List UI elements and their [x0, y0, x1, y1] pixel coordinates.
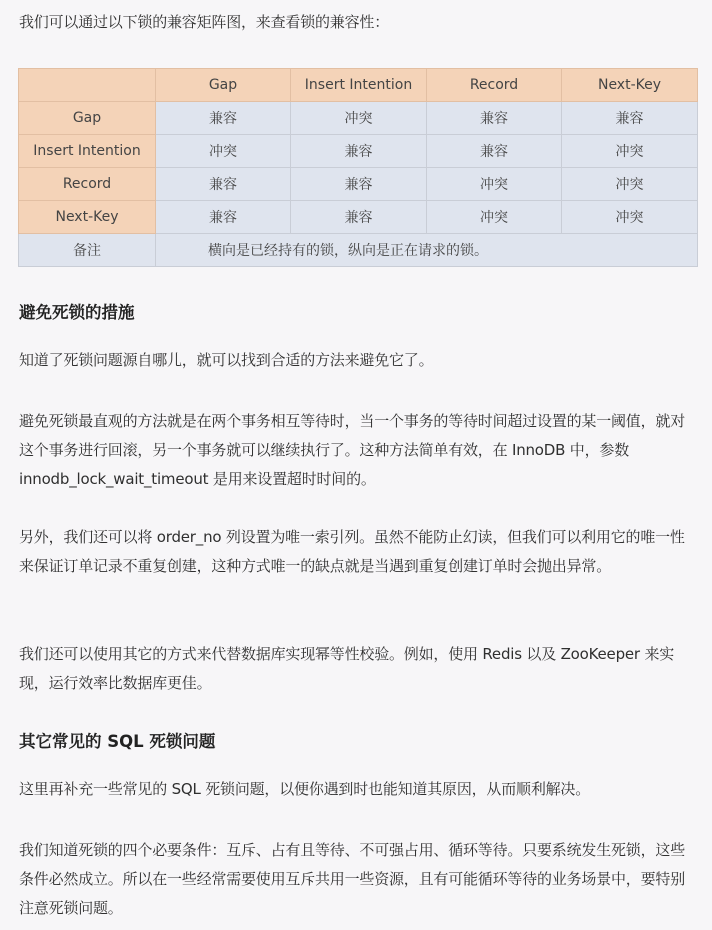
matrix-cell: 冲突 [291, 102, 427, 135]
column-header: Insert Intention [291, 69, 427, 102]
paragraph: 另外，我们还可以将 order_no 列设置为唯一索引列。虽然不能防止幻读，但我们可以利用它的唯一性来保证订单记录不重复创建，这种方式唯一的缺点就是当遇到重复创建订单时会抛出异常。 [19, 528, 685, 575]
matrix-cell: 兼容 [291, 168, 427, 201]
intro-paragraph: 我们可以通过以下锁的兼容矩阵图，来查看锁的兼容性： [19, 13, 390, 31]
note-label: 备注 [19, 234, 156, 267]
matrix-row [19, 168, 698, 201]
paragraph: 避免死锁最直观的方法就是在两个事务相互等待时，当一个事务的等待时间超过设置的某一阈值，就对这个事务进行回滚，另一个事务就可以继续执行了。这种方法简单有效，在 InnoDB 中，参数 innodb_lock_wait_timeout 是用来设置超时时间的。 [19, 412, 686, 488]
matrix-note-row [19, 234, 698, 267]
matrix-row [19, 102, 698, 135]
matrix-row [19, 201, 698, 234]
matrix-cell: 兼容 [156, 201, 291, 234]
note-text: 横向是已经持有的锁，纵向是正在请求的锁。 [156, 234, 698, 267]
paragraph: 知道了死锁问题源自哪儿，就可以找到合适的方法来避免它了。 [19, 351, 434, 369]
column-header: Gap [156, 69, 291, 102]
row-header: Next-Key [19, 201, 156, 234]
paragraph: 我们还可以使用其它的方式来代替数据库实现幂等性校验。例如，使用 Redis 以及 ZooKeeper 来实现，运行效率比数据库更佳。 [19, 645, 675, 692]
matrix-cell: 冲突 [562, 135, 698, 168]
matrix-cell: 冲突 [156, 135, 291, 168]
row-header: Gap [19, 102, 156, 135]
matrix-row [19, 135, 698, 168]
matrix-cell: 冲突 [562, 168, 698, 201]
matrix-cell: 兼容 [562, 102, 698, 135]
matrix-cell: 兼容 [291, 201, 427, 234]
matrix-header-row [19, 69, 698, 102]
matrix-cell: 冲突 [427, 201, 562, 234]
matrix-cell: 兼容 [427, 135, 562, 168]
matrix-cell: 兼容 [156, 102, 291, 135]
section-heading-avoid-deadlock: 避免死锁的措施 [19, 303, 135, 322]
paragraph: 这里再补充一些常见的 SQL 死锁问题，以便你遇到时也能知道其原因，从而顺利解决。 [19, 780, 591, 798]
lock-compatibility-matrix [18, 68, 698, 267]
column-header: Next-Key [562, 69, 698, 102]
matrix-cell: 冲突 [427, 168, 562, 201]
column-header: Record [427, 69, 562, 102]
matrix-corner-cell [19, 69, 156, 102]
matrix-cell: 兼容 [291, 135, 427, 168]
row-header: Record [19, 168, 156, 201]
matrix-cell: 冲突 [562, 201, 698, 234]
paragraph: 我们知道死锁的四个必要条件：互斥、占有且等待、不可强占用、循环等待。只要系统发生死锁，这些条件必然成立。所以在一些经常需要使用互斥共用一些资源，且有可能循环等待的业务场景中，要特别注意死锁问题。 [19, 841, 686, 917]
row-header: Insert Intention [19, 135, 156, 168]
matrix-cell: 兼容 [156, 168, 291, 201]
section-heading-common-sql-deadlocks: 其它常见的 SQL 死锁问题 [19, 732, 216, 751]
matrix-cell: 兼容 [427, 102, 562, 135]
